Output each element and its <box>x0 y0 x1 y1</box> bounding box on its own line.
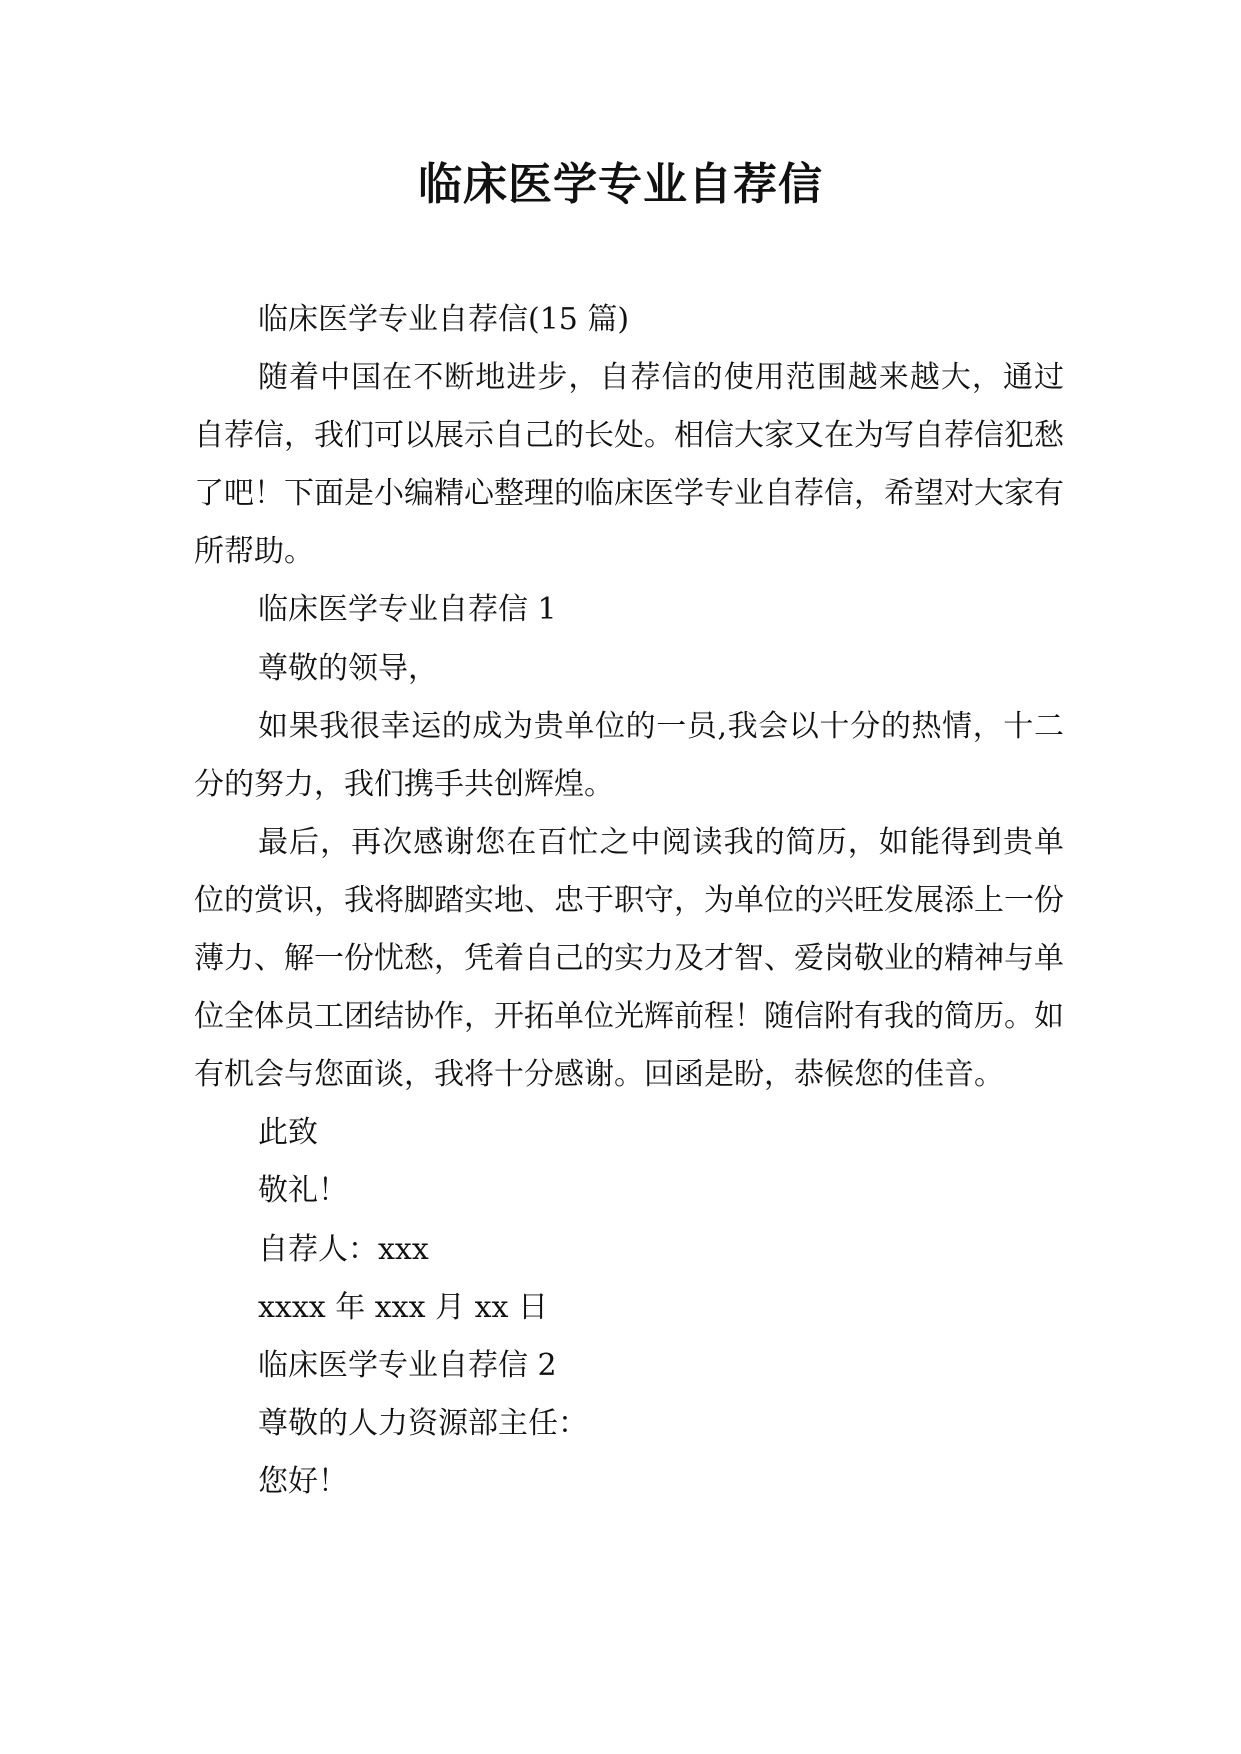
document-body <box>194 291 1064 1511</box>
document-title: 临床医学专业自荐信 <box>418 159 823 210</box>
subtitle-paragraph: 临床医学专业自荐信(15 篇) <box>258 302 630 337</box>
signature-line: 自荐人：xxx <box>258 1231 429 1267</box>
letter-paragraph: 如果我很幸运的成为贵单位的一员,我会以十分的热情，十二分的努力，我们携手共创辉煌。 <box>194 708 1064 802</box>
letter-paragraph: 最后，再次感谢您在百忙之中阅读我的简历，如能得到贵单位的赏识，我将脚踏实地、忠于职守，为单位的兴旺发展添上一份薄力、解一份忧愁，凭着自己的实力及才智、爱岗敬业的精神与单位全体员工团结协作，开拓单位光辉前程！随信附有我的简历。如有机会与您面谈，我将十分感谢。回函是盼，恭候您的佳音。 <box>194 824 1064 1093</box>
greeting-line: 您好！ <box>258 1463 348 1499</box>
date-line: xxxx 年 xxx 月 xx 日 <box>258 1289 548 1325</box>
salutation-1: 尊敬的领导， <box>258 650 438 686</box>
closing-regards: 敬礼！ <box>258 1173 348 1209</box>
section-heading-2: 临床医学专业自荐信 2 <box>258 1347 557 1383</box>
closing-line: 此致 <box>258 1115 318 1151</box>
salutation-2: 尊敬的人力资源部主任： <box>258 1405 588 1441</box>
intro-paragraph: 随着中国在不断地进步，自荐信的使用范围越来越大，通过自荐信，我们可以展示自己的长处。相信大家又在为写自荐信犯愁了吧！下面是小编精心整理的临床医学专业自荐信，希望对大家有所帮助。 <box>194 360 1064 570</box>
section-heading-1: 临床医学专业自荐信 1 <box>258 592 557 628</box>
